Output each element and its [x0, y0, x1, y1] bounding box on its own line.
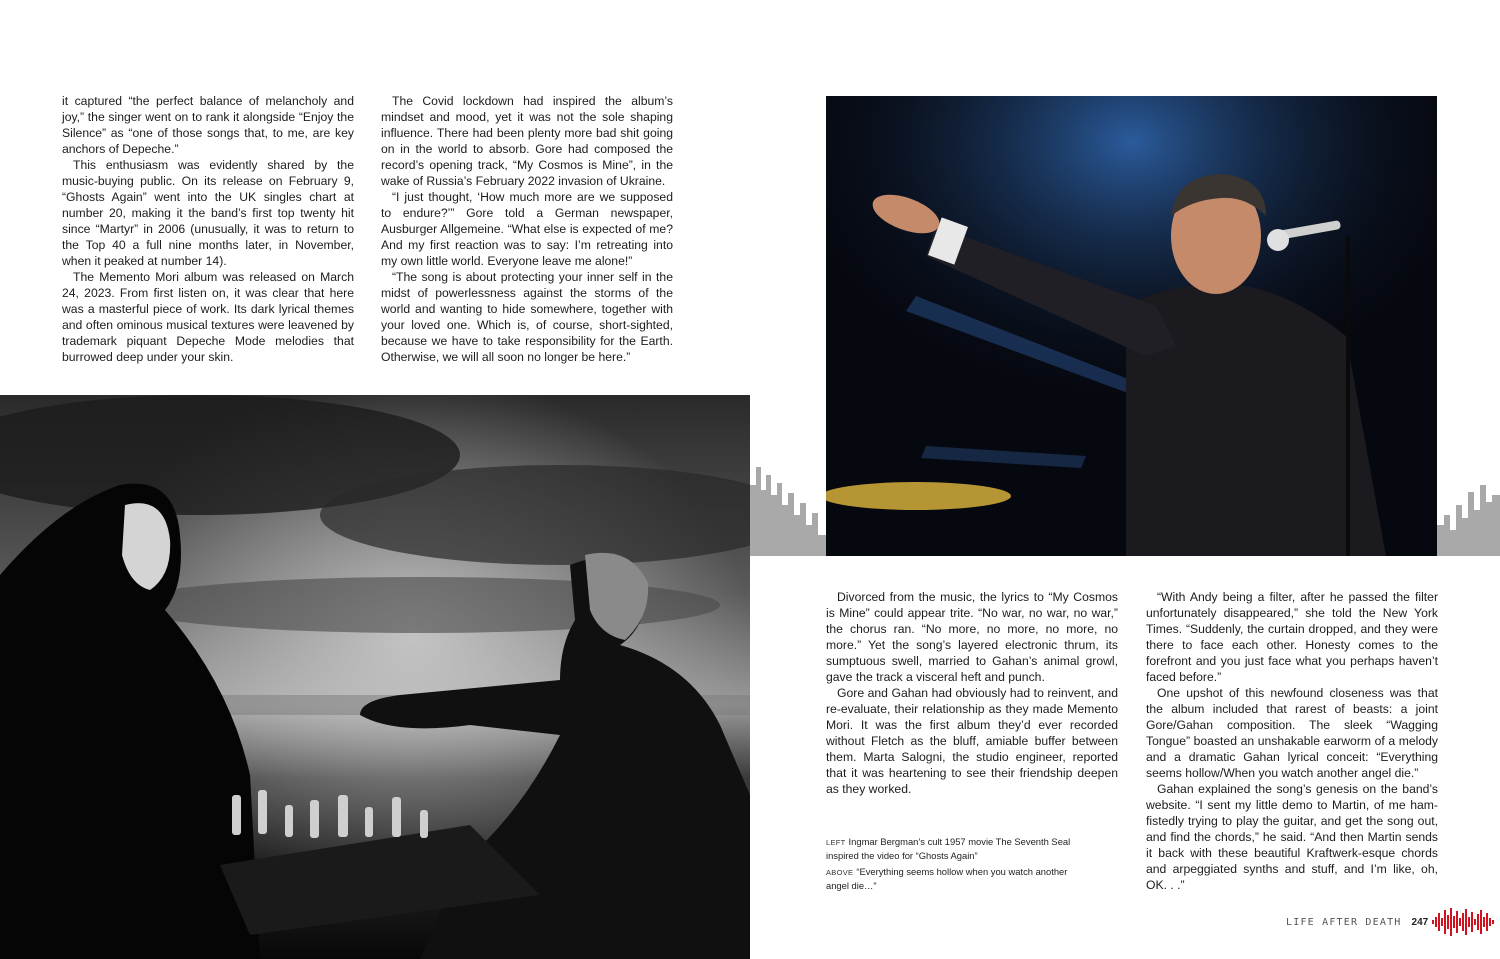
paragraph: “The song is about protecting your inner self in the midst of powerlessness against the storms of the world and wanting to hide somewhere, together with your loved one. Which is, of course, short-sighted, because we have to take responsibility for the Earth. Otherwise, we will all soon no longer be here.” — [381, 270, 673, 364]
caption-label: ABOVE — [826, 868, 854, 877]
waveform-icon — [1432, 907, 1494, 937]
page-number: 247 — [1411, 916, 1429, 928]
paragraph: One upshot of this newfound closeness was that the album included that rarest of beasts: a joint Gore/Gahan composition. The sleek “Wagging Tongue” boasted an unshakable earworm of a melody and a dramatic Gahan lyrical conceit: “Everything seems hollow/When you watch another angel die.” — [1146, 686, 1438, 780]
body-column-1 — [62, 93, 354, 365]
paragraph: This enthusiasm was evidently shared by the music-buying public. On its release on February 9, “Ghosts Again” went into the UK singles chart at number 20, making it the band’s first top twenty hit since “Martyr” in 2006 (unusually, it was to return to the Top 40 a full nine months later, in November, when it peaked at number 14). — [62, 158, 354, 268]
page-footer — [1286, 914, 1494, 930]
paragraph: Gahan explained the song’s genesis on the band’s website. “I sent my little demo to Martin, of me ham-fistedly trying to play the guitar, and get the song out, and find the chords,” he said. “And then Martin sends it back with these beautiful Kraftwerk-esque chords and arpeggiated synths and stuff, and I’m like, oh, OK. . .” — [1146, 782, 1438, 892]
paragraph: The Covid lockdown had inspired the album’s mindset and mood, yet it was not the sole shaping influence. There had been plenty more bad shit going on in the world to absorb. Gore had composed the record’s opening track, “My Cosmos is Mine”, in the wake of Russia’s February 2022 invasion of Ukraine. — [381, 94, 673, 188]
caption-label: LEFT — [826, 838, 846, 847]
seventh-seal-photo — [0, 395, 750, 959]
caption-text: Ingmar Bergman’s cult 1957 movie The Seventh Seal inspired the video for “Ghosts Again” — [826, 836, 1071, 861]
body-column-3 — [826, 589, 1118, 797]
body-column-4 — [1146, 589, 1438, 893]
body-column-2 — [381, 93, 673, 365]
paragraph: “With Andy being a filter, after he passed the filter unfortunately disappeared,” she told the New York Times. “Suddenly, the curtain dropped, and they were there to face each other. Honesty comes to the forefront and you just face what you perhaps haven’t faced before.” — [1146, 590, 1438, 684]
paragraph: it captured “the perfect balance of melancholy and joy,” the singer went on to rank it alongside “Enjoy the Silence” as “one of those songs that, to me, are key anchors of Depeche.” — [62, 94, 354, 156]
paragraph: Gore and Gahan had obviously had to reinvent, and re-evaluate, their relationship as they made Memento Mori. It was the first album they’d ever recorded without Fletch as the bluff, amiable buffer between them. Marta Salogni, the studio engineer, reported that it was heartening to see their friendship deepen as they worked. — [826, 686, 1118, 796]
caption-text: “Everything seems hollow when you watch another angel die…” — [826, 866, 1068, 891]
paragraph: The Memento Mori album was released on March 24, 2023. From first listen on, it was clear that here was a masterful piece of work. Its dark lyrical themes and often ominous musical textures were leavened by trademark piquant Depeche Mode melodies that burrowed deep under your skin. — [62, 270, 354, 364]
section-title: LIFE AFTER DEATH — [1286, 916, 1402, 928]
photo-captions — [826, 836, 1086, 896]
caption-left — [826, 836, 1086, 862]
caption-above — [826, 866, 1086, 892]
paragraph: “I just thought, ‘How much more are we supposed to endure?’” Gore told a German newspaper, Ausburger Allgemeine. “What else is expected of me? And my first reaction was to say: I’m retreating into my own little world. Everyone leave me alone!” — [381, 190, 673, 268]
skyline-decoration-icon — [1437, 480, 1500, 556]
skyline-decoration-icon — [750, 465, 826, 556]
concert-photo — [826, 96, 1437, 556]
paragraph: Divorced from the music, the lyrics to “My Cosmos is Mine” could appear trite. “No war, no war, no war,” the chorus ran. “No more, no more, no more, no more.” Yet the song’s layered electronic thrum, its sumptuous swell, married to Gahan’s animal growl, gave the track a visceral heft and punch. — [826, 590, 1118, 684]
